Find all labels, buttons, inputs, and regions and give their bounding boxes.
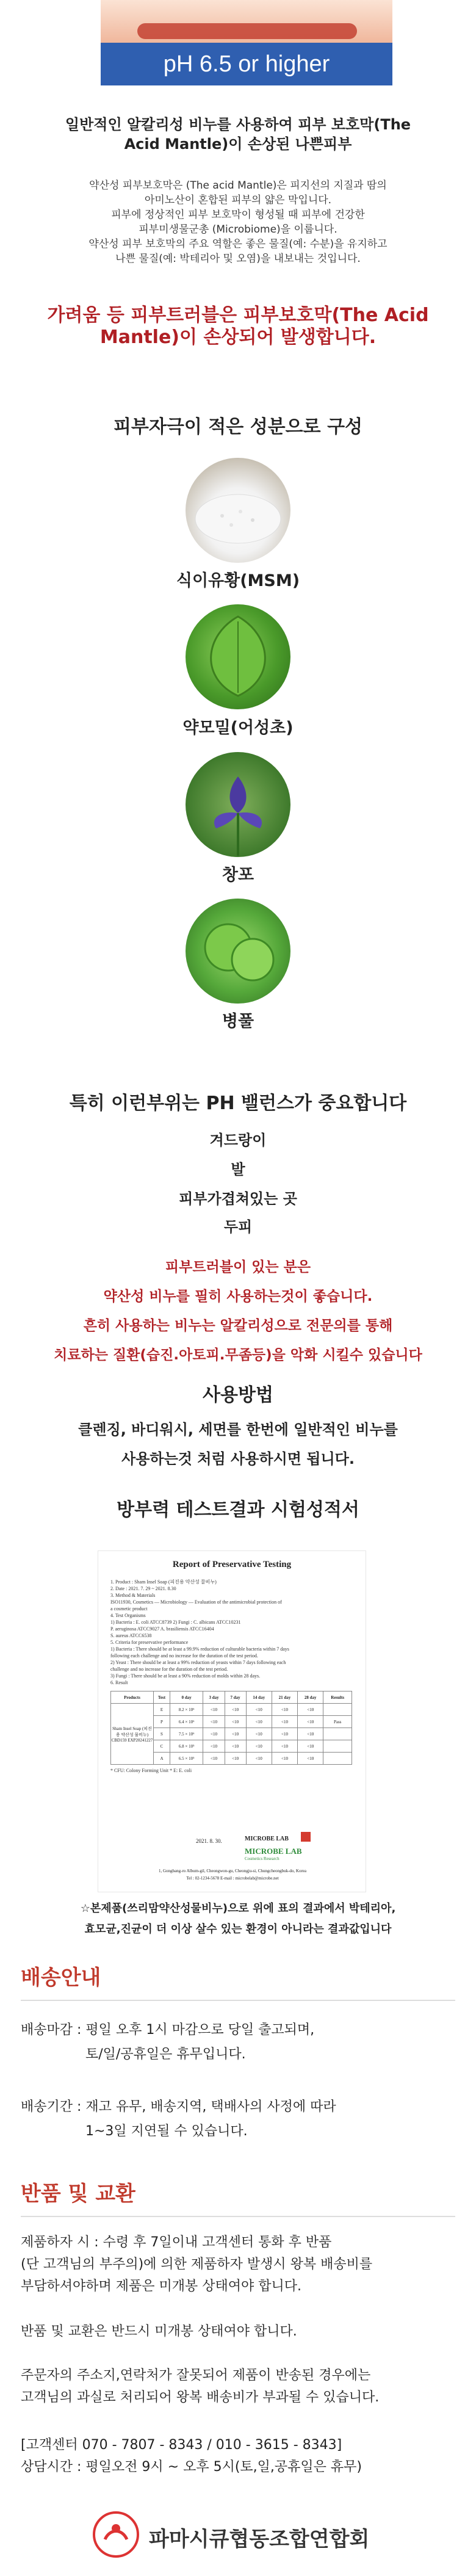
top-banner — [101, 0, 392, 85]
table-cell: S — [154, 1728, 170, 1740]
usage-line: 사용하는것 처럼 사용하시면 됩니다. — [121, 1450, 355, 1467]
table-header-cell: 3 day — [203, 1691, 225, 1704]
table-cell: <10 — [272, 1740, 297, 1753]
area-item: 겨드랑이 — [209, 1132, 267, 1149]
blood-vessel-illustration — [137, 23, 357, 39]
table-cell: <10 — [298, 1716, 323, 1728]
lab-seal-icon — [301, 1832, 311, 1842]
report-line: 3. Method & Materials — [110, 1593, 156, 1598]
table-cell: <10 — [225, 1704, 246, 1716]
shipping-deadline-cont: 토/일/공휴일은 휴무입니다. — [85, 2047, 246, 2062]
table-cell: <10 — [272, 1716, 297, 1728]
result-table — [110, 1691, 352, 1765]
organization-name: 파마시큐협동조합연합회 — [149, 2527, 370, 2552]
table-cell: P — [154, 1716, 170, 1728]
shipping-period: 배송기간 : 재고 유무, 배송지역, 택배사의 사정에 따라 — [21, 2099, 336, 2115]
table-cell: <10 — [225, 1728, 246, 1740]
report-line: challenge and no increase for the duration of the test period. — [110, 1666, 228, 1672]
organization-logo-graphic — [92, 2510, 140, 2559]
warning-line: 피부트러블이 있는 분은 — [165, 1259, 311, 1275]
table-cell: <10 — [203, 1728, 225, 1740]
centella-leaf-image — [186, 899, 290, 1004]
returns-line: (단 고객님의 부주의)에 의한 제품하자 발생시 왕복 배송비를 — [21, 2257, 373, 2272]
table-row — [111, 1704, 352, 1716]
intro-body-line: 약산성 피부 보호막의 주요 역할은 좋은 물질(예: 수분)을 유지하고 — [88, 238, 388, 250]
report-tel: Tel : 02-1234-5678 E-mail : microbelab@microbe.net — [186, 1876, 279, 1881]
report-line: 2) Yeast : There should be at least a 99% reduction of yeasts within 7 days following each — [110, 1660, 286, 1665]
table-cell: C — [154, 1740, 170, 1753]
table-cell: <10 — [246, 1716, 272, 1728]
ingredient-label-iris: 창포 — [222, 866, 254, 885]
ph-label: pH 6.5 or higher — [101, 43, 392, 85]
table-cell — [323, 1728, 352, 1740]
table-cell: <10 — [203, 1753, 225, 1765]
iris-flower-graphic — [186, 752, 290, 857]
table-cell: <10 — [246, 1704, 272, 1716]
intro-body-line: 피부에 정상적인 피부 보호막이 형성될 때 피부에 건강한 — [111, 209, 365, 221]
ph-balance-title: 특히 이런부위는 PH 밸런스가 중요합니다 — [69, 1093, 407, 1114]
report-line: 1. Product : Sham Insel Soap (피진용 약산성 물비누) — [110, 1579, 217, 1585]
report-doc-title: Report of Preservative Testing — [172, 1560, 292, 1569]
intro-body-line: 약산성 피부보호막은 (The acid Mantle)은 피지선의 지질과 땀의 — [89, 179, 387, 192]
report-line: 5. Criteria for preservative performance — [110, 1640, 189, 1645]
organization-logo-icon — [92, 2510, 140, 2559]
report-line: 1) Bacteria : There should be at least a 99.9% reduction of culturable bacteria within 7 days — [110, 1646, 289, 1652]
ingredients-title: 피부자극이 적은 성분으로 구성 — [113, 416, 363, 438]
area-item: 피부가겹쳐있는 곳 — [179, 1190, 297, 1207]
shipping-divider — [21, 2000, 455, 2001]
houttuynia-leaf-image — [186, 604, 290, 709]
table-cell: <10 — [203, 1704, 225, 1716]
msm-crystal-graphic — [186, 458, 290, 563]
report-line: 1) Bacteria : E. coli ATCC8739 2) Fungi : C. albicans ATCC10231 — [110, 1619, 241, 1625]
report-lab-sub: Cosmetics Research — [245, 1856, 279, 1861]
table-cell: <10 — [298, 1753, 323, 1765]
table-cell — [323, 1753, 352, 1765]
intro-heading-line1: 일반적인 알칼리성 비누를 사용하여 피부 보호막(The — [65, 116, 411, 133]
iris-flower-image — [186, 752, 290, 857]
table-cell: <10 — [246, 1740, 272, 1753]
table-header-cell: Results — [323, 1691, 352, 1704]
table-cell: A — [154, 1753, 170, 1765]
product-cell: Sham Insel Soap (피진용 약산성 물비누) CBD159 EXP20241227 — [111, 1704, 154, 1765]
table-header-cell: 7 day — [225, 1691, 246, 1704]
intro-body-line: 피부미생물군총 (Microbiome)을 이룹니다. — [139, 223, 337, 236]
returns-line: 고객님의 과실로 처리되어 왕복 배송비가 부과될 수 있습니다. — [21, 2390, 380, 2405]
ingredient-label-centella: 병풀 — [222, 1012, 254, 1031]
table-cell: <10 — [225, 1753, 246, 1765]
table-cell: <10 — [298, 1728, 323, 1740]
report-address: 1, Gongbang-ro Album-gil, Cheongwon-gu, Cheongju-si, Chungcheongbuk-do, Korea — [158, 1869, 307, 1873]
intro-red-line1: 가려움 등 피부트러블은 피부보호막(The Acid — [47, 305, 429, 326]
intro-heading-line2: Acid Mantle)이 손상된 나쁜피부 — [124, 136, 352, 153]
returns-divider — [21, 2216, 455, 2217]
returns-line: 주문자의 주소지,연락처가 잘못되어 제품이 반송된 경우에는 — [21, 2368, 371, 2383]
table-cell: <10 — [246, 1753, 272, 1765]
returns-line: 제품하자 시 : 수령 후 7일이내 고객센터 통화 후 반품 — [21, 2235, 332, 2250]
table-cell: 6.5 × 10⁵ — [170, 1753, 203, 1765]
returns-line: 반품 및 교환은 반드시 미개봉 상태여야 합니다. — [21, 2324, 297, 2339]
report-line: 6. Result — [110, 1680, 128, 1685]
table-header-cell: Test — [154, 1691, 170, 1704]
usage-line: 클렌징, 바디워시, 세면를 한번에 일반적인 비누를 — [78, 1421, 398, 1438]
table-cell: <10 — [298, 1740, 323, 1753]
ingredient-label-houttuynia: 약모밀(어성초) — [182, 718, 294, 737]
returns-line: 상담시간 : 평일오전 9시 ~ 오후 5시(토,일,공휴일은 휴무) — [21, 2459, 362, 2475]
table-cell: <10 — [203, 1716, 225, 1728]
report-footnote: * CFU: Colony Forming Unit * E: E. coli — [110, 1768, 192, 1773]
table-header-cell: Products — [111, 1691, 154, 1704]
report-note-line1: ☆본제품(쓰리맘약산성물비누)으로 위에 표의 결과에서 박테리아, — [80, 1902, 396, 1915]
table-cell: <10 — [203, 1740, 225, 1753]
table-cell: <10 — [272, 1728, 297, 1740]
table-cell: <10 — [225, 1716, 246, 1728]
table-header-cell: 0 day — [170, 1691, 203, 1704]
table-cell: 6.8 × 10⁵ — [170, 1740, 203, 1753]
report-line: 2. Date : 2021. 7. 29 ~ 2021. 8.30 — [110, 1586, 176, 1591]
table-cell: <10 — [272, 1753, 297, 1765]
msm-crystal-image — [186, 458, 290, 563]
table-cell: <10 — [298, 1704, 323, 1716]
report-lab-stamp: MICROBE LAB — [245, 1836, 289, 1842]
report-line: P. aeruginosa ATCC9027 A. brasiliensis ATCC16404 — [110, 1626, 214, 1632]
report-line: ISO11930, Cosmetics — Microbiology — Evaluation of the antimicrobial protection of — [110, 1599, 282, 1605]
table-header-cell: 14 day — [246, 1691, 272, 1704]
table-header-cell: 28 day — [298, 1691, 323, 1704]
shipping-title: 배송안내 — [21, 1966, 101, 1990]
report-line: a cosmetic product — [110, 1606, 148, 1612]
ingredient-label-msm: 식이유황(MSM) — [176, 571, 300, 590]
table-cell: 6.4 × 10⁶ — [170, 1716, 203, 1728]
intro-body-line: 나쁜 물질(예: 박테리아 및 오염)을 내보내는 것입니다. — [115, 253, 361, 265]
report-document — [98, 1550, 366, 1892]
returns-title: 반품 및 교환 — [21, 2182, 135, 2206]
table-cell: Pass — [323, 1716, 352, 1728]
report-line: S. aureus ATCC6538 — [110, 1633, 152, 1638]
table-cell: <10 — [225, 1740, 246, 1753]
centella-leaf-graphic — [186, 899, 290, 1004]
shipping-period-cont: 1~3일 지연될 수 있습니다. — [85, 2124, 248, 2139]
area-item: 발 — [231, 1161, 245, 1178]
report-line: following each challenge and no increase for the duration of the test period. — [110, 1653, 258, 1659]
table-header-row — [111, 1691, 352, 1704]
usage-title: 사용방법 — [203, 1384, 273, 1406]
report-note-line2: 효모균,진균이 더 이상 살수 있는 환경이 아니라는 결과값입니다 — [84, 1923, 392, 1936]
table-cell: <10 — [272, 1704, 297, 1716]
warning-line: 치료하는 질환(습진.아토피.무좀등)을 악화 시킬수 있습니다 — [54, 1347, 422, 1363]
intro-red-line2: Mantle)이 손상되어 발생합니다. — [99, 327, 377, 348]
table-cell: <10 — [246, 1728, 272, 1740]
area-item: 두피 — [223, 1218, 253, 1236]
table-cell — [323, 1740, 352, 1753]
houttuynia-leaf-graphic — [186, 604, 290, 709]
warning-line: 약산성 비누를 필히 사용하는것이 좋습니다. — [103, 1289, 373, 1304]
table-cell — [323, 1704, 352, 1716]
intro-body-line: 아미노산이 혼합된 피부의 얇은 막입니다. — [144, 194, 332, 206]
report-section-title: 방부력 테스트결과 시험성적서 — [117, 1499, 359, 1521]
warning-line: 흔히 사용하는 비누는 알칼리성으로 전문의를 통해 — [83, 1318, 393, 1334]
report-date: 2021. 8. 30. — [196, 1838, 222, 1844]
table-cell: E — [154, 1704, 170, 1716]
report-line: 4. Test Organisms — [110, 1613, 146, 1618]
table-cell: 8.2 × 10⁶ — [170, 1704, 203, 1716]
returns-line: [고객센터 070 - 7807 - 8343 / 010 - 3615 - 8343] — [21, 2437, 342, 2453]
table-cell: 7.5 × 10⁶ — [170, 1728, 203, 1740]
report-lab-name: MICROBE LAB — [245, 1847, 302, 1856]
report-line: 3) Fungi : There should be at least a 90% reduction of molds within 28 days. — [110, 1673, 261, 1679]
returns-line: 부담하셔야하며 제품은 미개봉 상태여야 합니다. — [21, 2279, 302, 2294]
table-header-cell: 21 day — [272, 1691, 297, 1704]
shipping-deadline: 배송마감 : 평일 오후 1시 마감으로 당일 출고되며, — [21, 2022, 315, 2038]
